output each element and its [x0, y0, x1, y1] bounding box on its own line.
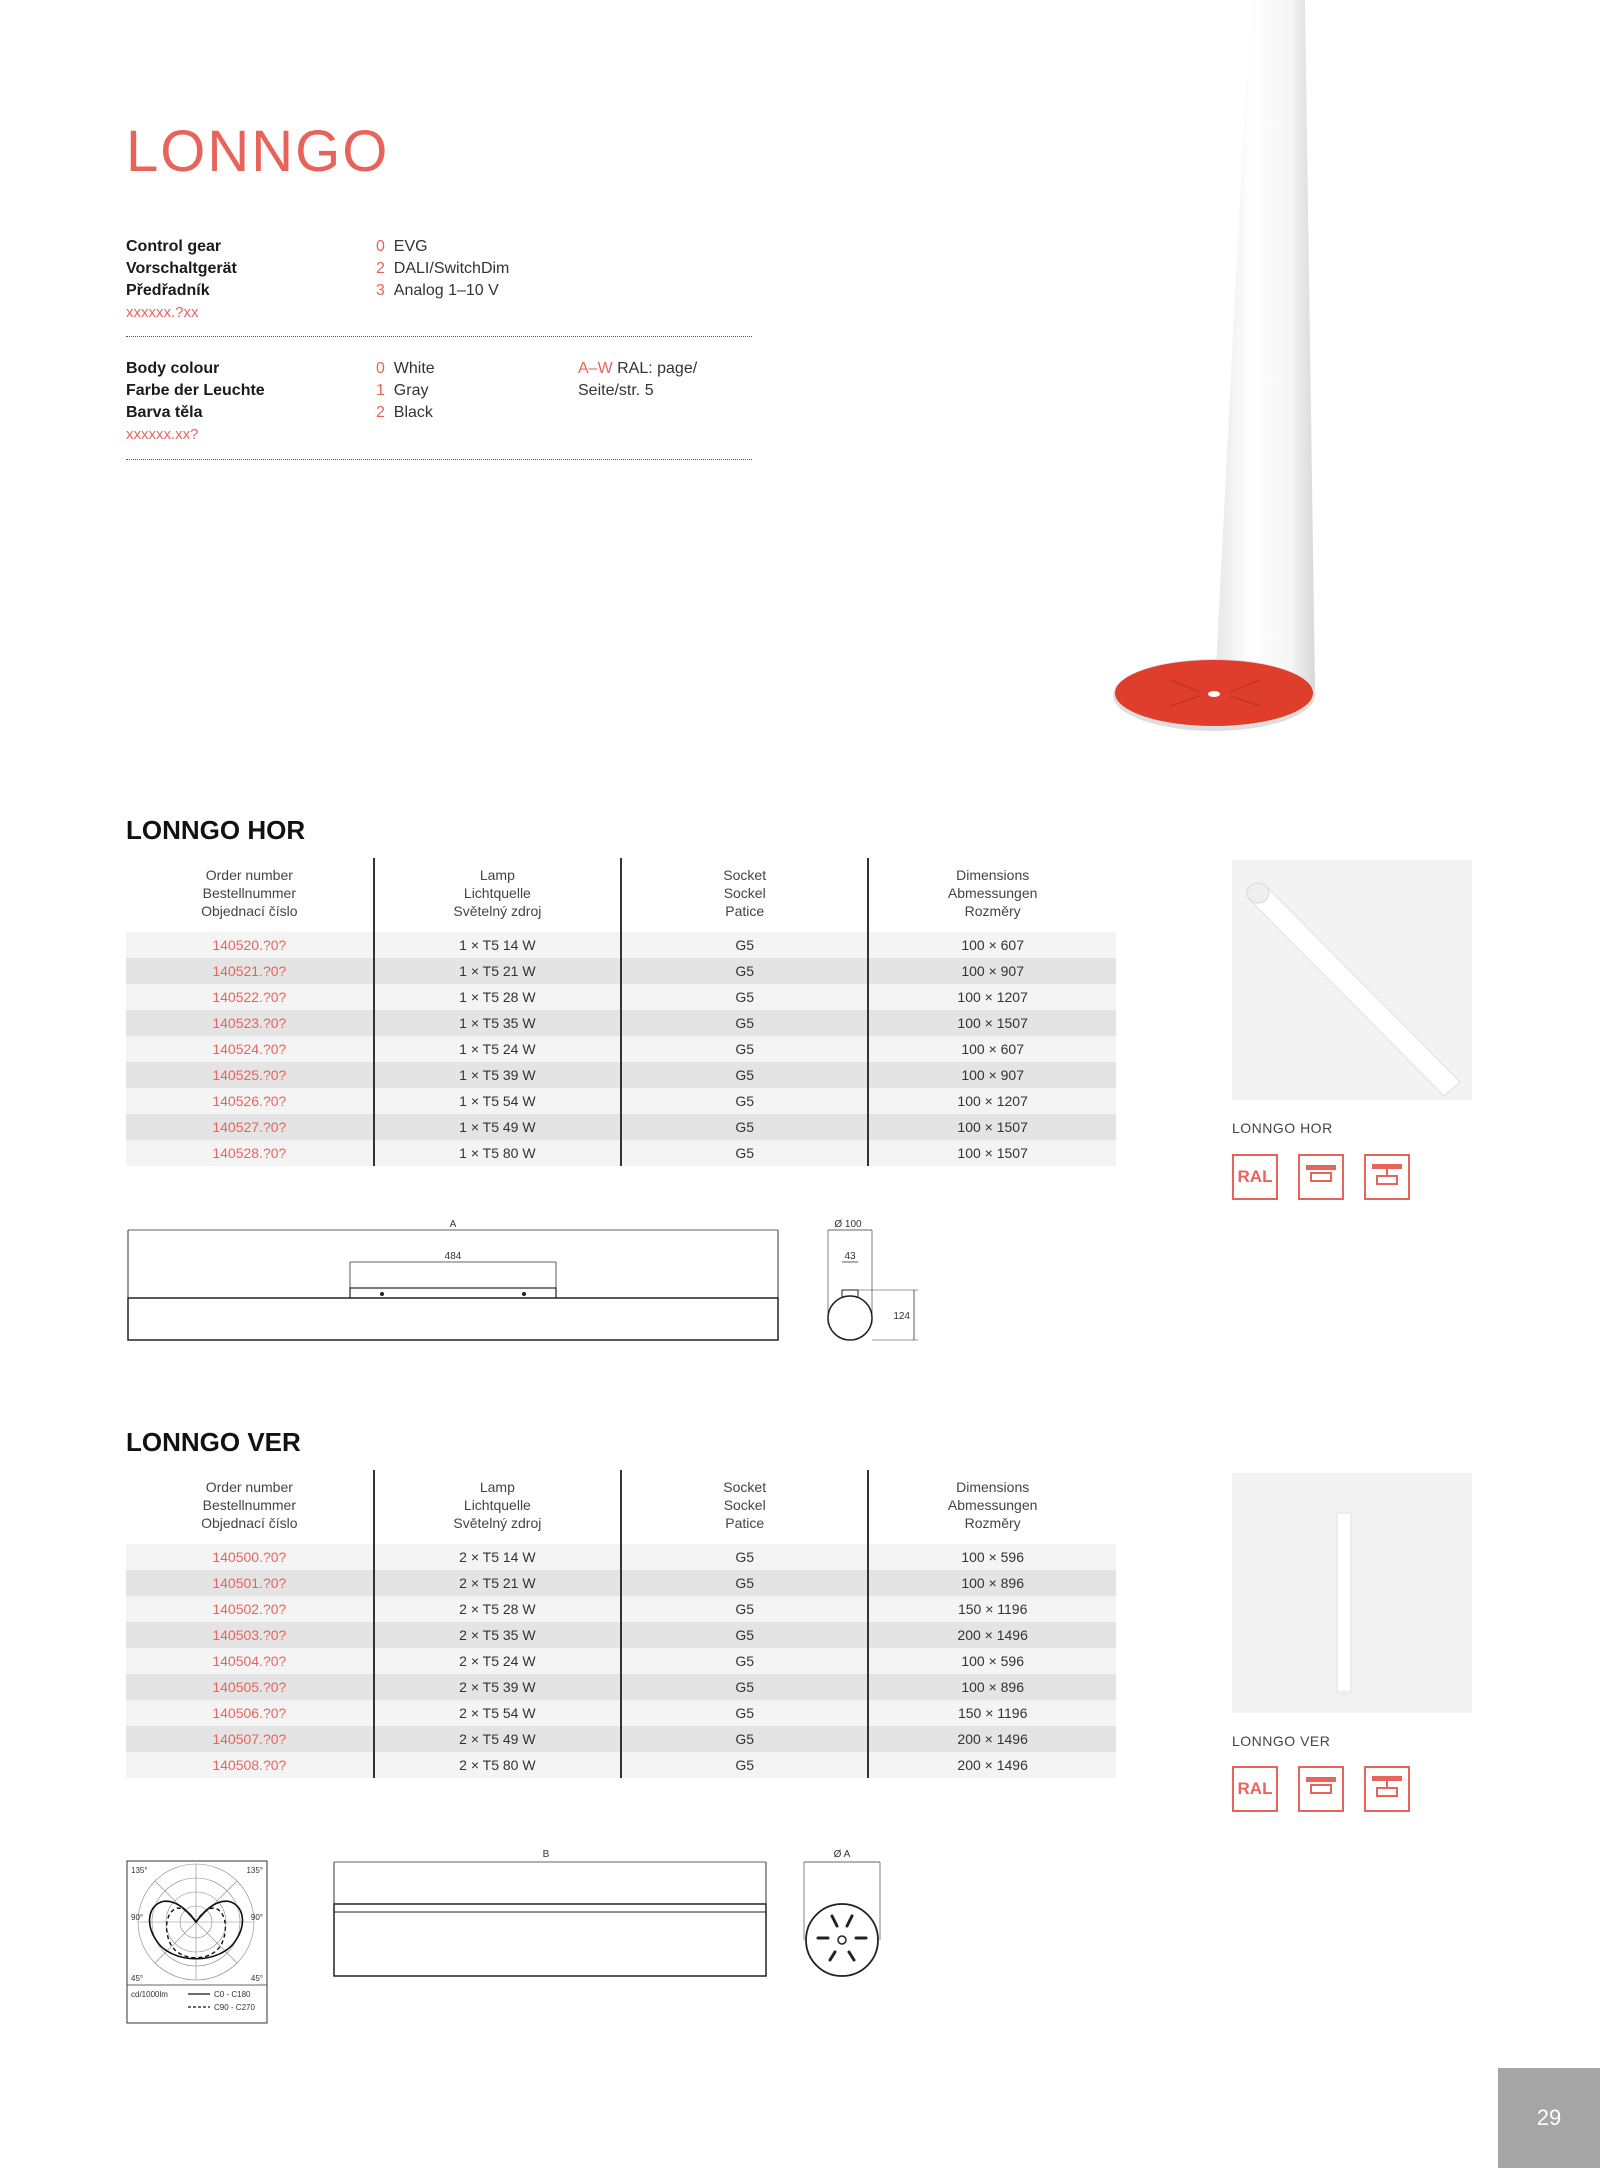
table-row [126, 1036, 1116, 1062]
lamp: 1 × T5 54 W [374, 1088, 621, 1114]
option-value: EVG [393, 238, 428, 255]
order-number: 140507.?0? [126, 1726, 374, 1752]
option-label: Body colour [126, 360, 220, 377]
lamp: 1 × T5 49 W [374, 1114, 621, 1140]
dimensions: 100 × 1507 [868, 1140, 1116, 1166]
ver-table [126, 1470, 1116, 1778]
polar-distribution-diagram [126, 1860, 270, 2026]
body-colour-values [376, 358, 435, 424]
dimensions: 200 × 1496 [868, 1752, 1116, 1778]
lamp: 1 × T5 39 W [374, 1062, 621, 1088]
dimensions: 100 × 907 [868, 958, 1116, 984]
option-value: DALI/SwitchDim [393, 260, 510, 277]
option-code: xxxxxx.xx? [126, 426, 199, 443]
option-num: 1 [376, 382, 385, 399]
socket: G5 [621, 958, 868, 984]
ceiling-mount-icon [1298, 1154, 1344, 1200]
page-number: 29 [1498, 2068, 1600, 2168]
dimensions: 100 × 907 [868, 1062, 1116, 1088]
ral-note-text: RAL: page/ [612, 360, 698, 377]
polar-angle-label: 45° [250, 1974, 263, 1983]
dim-label-length: 484 [444, 1251, 462, 1262]
table-row [126, 1700, 1116, 1726]
dim-label-height: 124 [893, 1311, 910, 1322]
order-number: 140504.?0? [126, 1648, 374, 1674]
hor-table [126, 858, 1116, 1166]
table-row [126, 1726, 1116, 1752]
table-row [126, 1062, 1116, 1088]
col-order-number: Order number Bestellnummer Objednací číslo [201, 1479, 298, 1531]
lamp: 1 × T5 14 W [374, 932, 621, 958]
ver-technical-drawing [320, 1840, 900, 1990]
lamp: 2 × T5 24 W [374, 1648, 621, 1674]
polar-angle-label: 90° [250, 1913, 263, 1922]
socket: G5 [621, 1726, 868, 1752]
socket: G5 [621, 1700, 868, 1726]
lamp: 2 × T5 49 W [374, 1726, 621, 1752]
lamp: 1 × T5 21 W [374, 958, 621, 984]
lamp: 2 × T5 14 W [374, 1544, 621, 1570]
section-title-hor: LONNGO HOR [126, 815, 306, 845]
order-number: 140520.?0? [126, 932, 374, 958]
dimensions: 100 × 1207 [868, 984, 1116, 1010]
divider [126, 336, 752, 337]
control-gear-labels [126, 236, 237, 324]
option-num: 2 [376, 404, 385, 421]
order-number: 140527.?0? [126, 1114, 374, 1140]
table-row [126, 1140, 1116, 1166]
col-dimensions: Dimensions Abmessungen Rozměry [868, 858, 1116, 932]
order-number: 140521.?0? [126, 958, 374, 984]
dimensions: 100 × 607 [868, 932, 1116, 958]
order-number: 140500.?0? [126, 1544, 374, 1570]
product-hero-image [1100, 0, 1340, 740]
option-value: Analog 1–10 V [393, 282, 499, 299]
dimensions: 150 × 1196 [868, 1596, 1116, 1622]
socket: G5 [621, 1596, 868, 1622]
table-row [126, 1752, 1116, 1778]
order-number: 140524.?0? [126, 1036, 374, 1062]
order-number: 140525.?0? [126, 1062, 374, 1088]
table-row [126, 1674, 1116, 1700]
lamp: 2 × T5 21 W [374, 1570, 621, 1596]
polar-angle-label: 90° [131, 1913, 144, 1922]
socket: G5 [621, 1570, 868, 1596]
dim-label-diameter: Ø 100 [834, 1219, 862, 1230]
socket: G5 [621, 1062, 868, 1088]
socket: G5 [621, 1544, 868, 1570]
dimensions: 150 × 1196 [868, 1700, 1116, 1726]
ral-note-code: A–W [578, 360, 613, 377]
socket: G5 [621, 932, 868, 958]
dimensions: 100 × 1207 [868, 1088, 1116, 1114]
ral-icon-text: RAL [1237, 1167, 1273, 1186]
option-num: 3 [376, 282, 385, 299]
polar-unit-label: cd/1000lm [131, 1990, 168, 1999]
hor-icons [1232, 1154, 1410, 1200]
table-row [126, 1570, 1116, 1596]
socket: G5 [621, 1036, 868, 1062]
lamp: 1 × T5 35 W [374, 1010, 621, 1036]
polar-legend-c0: C0 - C180 [214, 1990, 251, 1999]
polar-angle-label: 45° [131, 1974, 144, 1983]
polar-angle-label: 135° [246, 1866, 263, 1875]
lamp: 1 × T5 24 W [374, 1036, 621, 1062]
dimensions: 100 × 607 [868, 1036, 1116, 1062]
hor-product-image [1232, 860, 1472, 1100]
section-title-ver: LONNGO VER [126, 1427, 301, 1457]
polar-legend-c90: C90 - C270 [214, 2003, 255, 2012]
socket: G5 [621, 1674, 868, 1700]
hor-technical-drawing [120, 1214, 940, 1354]
order-number: 140506.?0? [126, 1700, 374, 1726]
col-lamp: Lamp Lichtquelle Světelný zdroj [374, 1470, 621, 1544]
dimensions: 100 × 896 [868, 1674, 1116, 1700]
lamp: 2 × T5 54 W [374, 1700, 621, 1726]
order-number: 140528.?0? [126, 1140, 374, 1166]
order-number: 140526.?0? [126, 1088, 374, 1114]
lamp: 2 × T5 35 W [374, 1622, 621, 1648]
socket: G5 [621, 1648, 868, 1674]
dim-label-diameter: Ø A [833, 1849, 851, 1860]
order-number: 140505.?0? [126, 1674, 374, 1700]
dimensions: 200 × 1496 [868, 1726, 1116, 1752]
ver-caption: LONNGO VER [1232, 1733, 1331, 1749]
option-label: Control gear [126, 238, 222, 255]
lamp: 2 × T5 39 W [374, 1674, 621, 1700]
order-number: 140523.?0? [126, 1010, 374, 1036]
order-number: 140503.?0? [126, 1622, 374, 1648]
order-number: 140502.?0? [126, 1596, 374, 1622]
ver-product-image [1232, 1473, 1472, 1713]
socket: G5 [621, 1088, 868, 1114]
option-value: Black [393, 404, 433, 421]
order-number: 140508.?0? [126, 1752, 374, 1778]
ver-icons [1232, 1766, 1410, 1812]
option-num: 2 [376, 260, 385, 277]
table-row [126, 1114, 1116, 1140]
dim-label-b: B [542, 1849, 550, 1860]
dimensions: 200 × 1496 [868, 1622, 1116, 1648]
col-order-number: Order number Bestellnummer Objednací číslo [201, 867, 298, 919]
lamp: 2 × T5 28 W [374, 1596, 621, 1622]
hor-caption: LONNGO HOR [1232, 1120, 1333, 1136]
dimensions: 100 × 1507 [868, 1010, 1116, 1036]
col-socket: Socket Sockel Patice [621, 1470, 868, 1544]
option-value: White [393, 360, 435, 377]
body-colour-labels [126, 358, 265, 446]
ral-note-text: Seite/str. 5 [578, 382, 654, 399]
socket: G5 [621, 1010, 868, 1036]
table-row [126, 1010, 1116, 1036]
table-row [126, 1544, 1116, 1570]
pendant-mount-icon [1364, 1766, 1410, 1812]
page-title: LONNGO [126, 119, 390, 184]
dimensions: 100 × 596 [868, 1648, 1116, 1674]
table-row [126, 1622, 1116, 1648]
pendant-mount-icon [1364, 1154, 1410, 1200]
table-row [126, 1596, 1116, 1622]
order-number: 140522.?0? [126, 984, 374, 1010]
option-num: 0 [376, 238, 385, 255]
socket: G5 [621, 1752, 868, 1778]
table-row [126, 1648, 1116, 1674]
option-code: xxxxxx.?xx [126, 304, 199, 321]
col-lamp: Lamp Lichtquelle Světelný zdroj [374, 858, 621, 932]
option-num: 0 [376, 360, 385, 377]
control-gear-values [376, 236, 509, 302]
ral-icon [1232, 1766, 1278, 1812]
socket: G5 [621, 1622, 868, 1648]
socket: G5 [621, 1140, 868, 1166]
order-number: 140501.?0? [126, 1570, 374, 1596]
lamp: 2 × T5 80 W [374, 1752, 621, 1778]
option-value: Gray [393, 382, 429, 399]
dimensions: 100 × 1507 [868, 1114, 1116, 1140]
option-label: Předřadník [126, 282, 210, 299]
table-row [126, 984, 1116, 1010]
table-row [126, 932, 1116, 958]
option-label: Farbe der Leuchte [126, 382, 265, 399]
col-socket: Socket Sockel Patice [621, 858, 868, 932]
option-label: Barva těla [126, 404, 203, 421]
socket: G5 [621, 984, 868, 1010]
dim-label-a: A [449, 1219, 457, 1230]
ceiling-mount-icon [1298, 1766, 1344, 1812]
lamp: 1 × T5 80 W [374, 1140, 621, 1166]
dim-label-width: 43 [844, 1251, 856, 1262]
col-dimensions: Dimensions Abmessungen Rozměry [868, 1470, 1116, 1544]
divider [126, 459, 752, 460]
table-row [126, 1088, 1116, 1114]
option-label: Vorschaltgerät [126, 260, 237, 277]
ral-note [578, 358, 697, 402]
polar-angle-label: 135° [131, 1866, 148, 1875]
ral-icon [1232, 1154, 1278, 1200]
socket: G5 [621, 1114, 868, 1140]
ral-icon-text: RAL [1237, 1779, 1273, 1798]
lamp: 1 × T5 28 W [374, 984, 621, 1010]
dimensions: 100 × 896 [868, 1570, 1116, 1596]
dimensions: 100 × 596 [868, 1544, 1116, 1570]
table-row [126, 958, 1116, 984]
